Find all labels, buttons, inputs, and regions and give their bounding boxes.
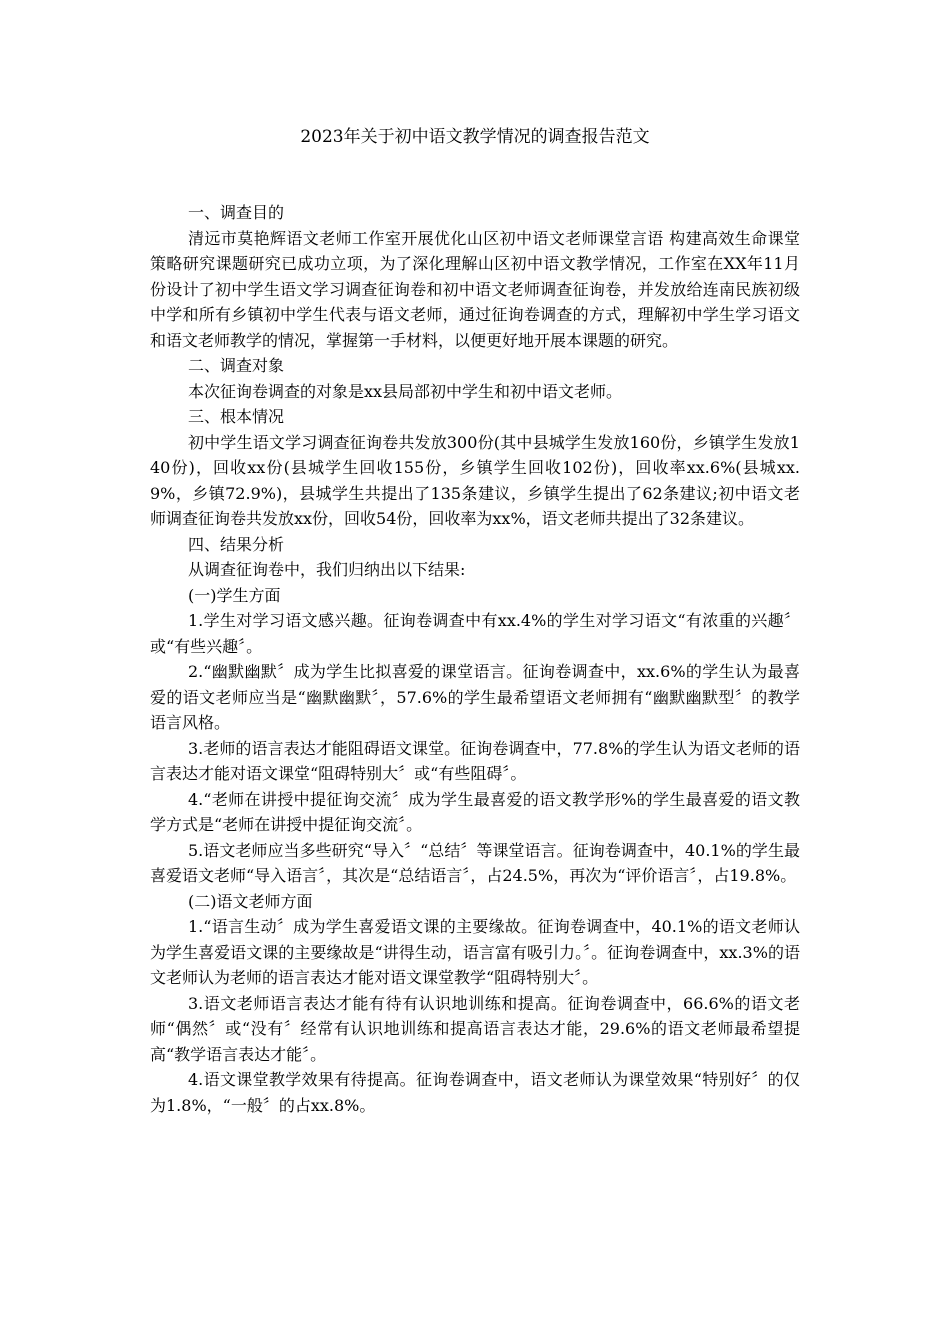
paragraph: 3.老师的语言表达才能阻碍语文课堂。征询卷调查中，77.8%的学生认为语文老师的语言表达才能对语文课堂“阻碍特别大〞或“有些阻碍〞。 <box>150 738 800 783</box>
document-body <box>150 200 800 1118</box>
paragraph: 1.“语言生动〞成为学生喜爱语文课的主要缘故。征询卷调查中，40.1%的语文老师认为学生喜爱语文课的主要缘故是“讲得生动，语言富有吸引力。〞。征询卷调查中，xx.3%的语文老师认为老师的语言表达才能对语文课堂教学“阻碍特别大〞。 <box>150 917 800 987</box>
subsection-heading: (二)语文老师方面 <box>188 891 313 911</box>
paragraph: 4.“老师在讲授中提征询交流〞成为学生最喜爱的语文教学形%的学生最喜爱的语文教学方式是“老师在讲授中提征询交流〞。 <box>150 789 800 834</box>
subsection-heading: (一)学生方面 <box>188 585 281 605</box>
section-heading: 四、结果分析 <box>188 534 285 554</box>
paragraph: 清远市莫艳辉语文老师工作室开展优化山区初中语文老师课堂言语 构建高效生命课堂策略研究课题研究已成功立项，为了深化理解山区初中语文教学情况，工作室在XX年11月份设计了初中学生语文学习调查征询卷和初中语文老师调查征询卷，并发放给连南民族初级中学和所有乡镇初中学生代表与语文老师，通过征询卷调查的方式，理解初中学生学习语文和语文老师教学的情况，掌握第一手材料，以便更好地开展本课题的研究。 <box>150 228 800 350</box>
paragraph: 初中学生语文学习调查征询卷共发放300份(其中县城学生发放160份，乡镇学生发放140份)，回收xx份(县城学生回收155份，乡镇学生回收102份)，回收率xx.6%(县城xx.9%，乡镇72.9%)，县城学生共提出了135条建议，乡镇学生提出了62条建议;初中语文老师调查征询卷共发放xx份，回收54份，回收率为xx%，语文老师共提出了32条建议。 <box>150 432 800 528</box>
paragraph: 1.学生对学习语文感兴趣。征询卷调查中有xx.4%的学生对学习语文“有浓重的兴趣〞或“有些兴趣〞。 <box>150 611 800 656</box>
paragraph: 4.语文课堂教学效果有待提高。征询卷调查中，语文老师认为课堂效果“特别好〞的仅为1.8%，“一般〞的占xx.8%。 <box>150 1070 800 1115</box>
paragraph: 5.语文老师应当多些研究“导入〞“总结〞等课堂语言。征询卷调查中，40.1%的学生最喜爱语文老师“导入语言〞，其次是“总结语言〞，占24.5%，再次为“评价语言〞，占19.8%。 <box>150 840 800 885</box>
section-heading: 三、根本情况 <box>188 407 285 426</box>
document-title: 2023年关于初中语文教学情况的调查报告范文 <box>300 127 650 147</box>
section-heading: 一、调查目的 <box>188 203 285 222</box>
section-heading: 二、调查对象 <box>188 356 285 375</box>
paragraph: 从调查征询卷中，我们归纳出以下结果: <box>188 560 466 579</box>
document-page <box>150 0 800 1344</box>
paragraph: 2.“幽默幽默〞成为学生比拟喜爱的课堂语言。征询卷调查中，xx.6%的学生认为最喜爱的语文老师应当是“幽默幽默〞，57.6%的学生最希望语文老师拥有“幽默幽默型〞的教学语言风格。 <box>150 662 800 732</box>
paragraph: 3.语文老师语言表达才能有待有认识地训练和提高。征询卷调查中，66.6%的语文老师“偶然〞或“没有〞经常有认识地训练和提高语言表达才能，29.6%的语文老师最希望提高“教学语言表达才能〞。 <box>150 993 800 1064</box>
paragraph: 本次征询卷调查的对象是xx县局部初中学生和初中语文老师。 <box>188 381 623 401</box>
